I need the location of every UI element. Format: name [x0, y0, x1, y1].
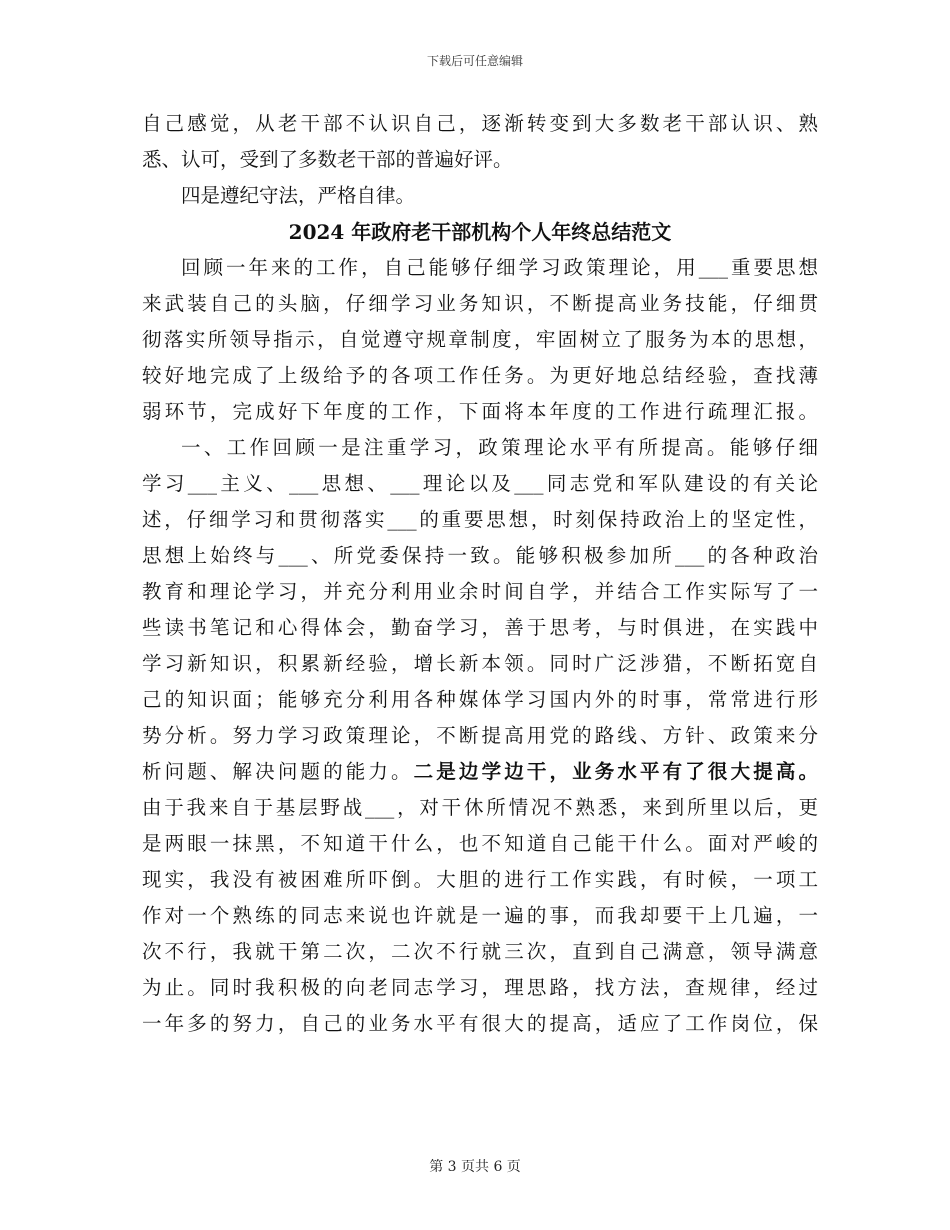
text-line: 学习___主义、___思想、___理论以及___同志党和军队建设的有关论 — [142, 472, 818, 495]
document-title: 2024 年政府老干部机构个人年终总结范文 — [288, 220, 672, 244]
text-line: 学习新知识，积累新经验，增长新本领。同时广泛涉猎，不断拓宽自 — [142, 652, 818, 675]
text-line: 四是遵纪守法，严格自律。 — [181, 184, 416, 207]
page-footer: 第 3 页共 6 页 — [429, 1159, 521, 1175]
text-line: 为止。同时我积极的向老同志学习，理思路，找方法，查规律，经过 — [142, 976, 818, 999]
text-line: 弱环节，完成好下年度的工作，下面将本年度的工作进行疏理汇报。 — [142, 400, 818, 423]
text-line: 些读书笔记和心得体会，勤奋学习，善于思考，与时俱进，在实践中 — [142, 616, 818, 639]
text-line-mixed — [142, 754, 818, 790]
text-line: 彻落实所领导指示，自觉遵守规章制度，牢固树立了服务为本的思想， — [142, 328, 818, 351]
text-line: 势分析。努力学习政策理论，不断提高用党的路线、方针、政策来分 — [142, 724, 818, 747]
text-line: 自己感觉，从老干部不认识自己，逐渐转变到大多数老干部认识、熟 — [142, 112, 818, 135]
text-line: 悉、认可，受到了多数老干部的普遍好评。 — [142, 148, 513, 171]
text-line: 思想上始终与___、所党委保持一致。能够积极参加所___的各种政治 — [142, 544, 818, 567]
bold-heading-segment: 二是边学边干，业务水平有了很大提高。 — [413, 760, 818, 783]
text-line: 次不行，我就干第二次，二次不行就三次，直到自己满意，领导满意 — [142, 940, 818, 963]
text-line: 较好地完成了上级给予的各项工作任务。为更好地总结经验，查找薄 — [142, 364, 818, 387]
text-line: 回顾一年来的工作，自己能够仔细学习政策理论，用___重要思想 — [181, 256, 818, 279]
text-line: 述，仔细学习和贯彻落实___的重要思想，时刻保持政治上的坚定性， — [142, 508, 818, 531]
text-line: 是两眼一抹黑，不知道干什么，也不知道自己能干什么。面对严峻的 — [142, 832, 818, 855]
text-line: 现实，我没有被困难所吓倒。大胆的进行工作实践，有时候，一项工 — [142, 868, 818, 891]
text-line: 一、工作回顾一是注重学习，政策理论水平有所提高。能够仔细 — [181, 436, 818, 459]
text-line: 来武装自己的头脑，仔细学习业务知识，不断提高业务技能，仔细贯 — [142, 292, 818, 315]
text-line: 教育和理论学习，并充分利用业余时间自学，并结合工作实际写了一 — [142, 580, 818, 603]
text-line: 己的知识面；能够充分利用各种媒体学习国内外的时事，常常进行形 — [142, 688, 818, 711]
page-header: 下载后可任意编辑 — [426, 54, 523, 68]
text-line: 作对一个熟练的同志来说也许就是一遍的事，而我却要干上几遍，一 — [142, 904, 818, 927]
text-segment: 析问题、解决问题的能力。 — [142, 760, 414, 783]
document-body — [142, 106, 818, 1042]
text-line: 由于我来自于基层野战___，对干休所情况不熟悉，来到所里以后，更 — [142, 796, 818, 819]
text-line: 一年多的努力，自己的业务水平有很大的提高，适应了工作岗位，保 — [142, 1012, 818, 1035]
